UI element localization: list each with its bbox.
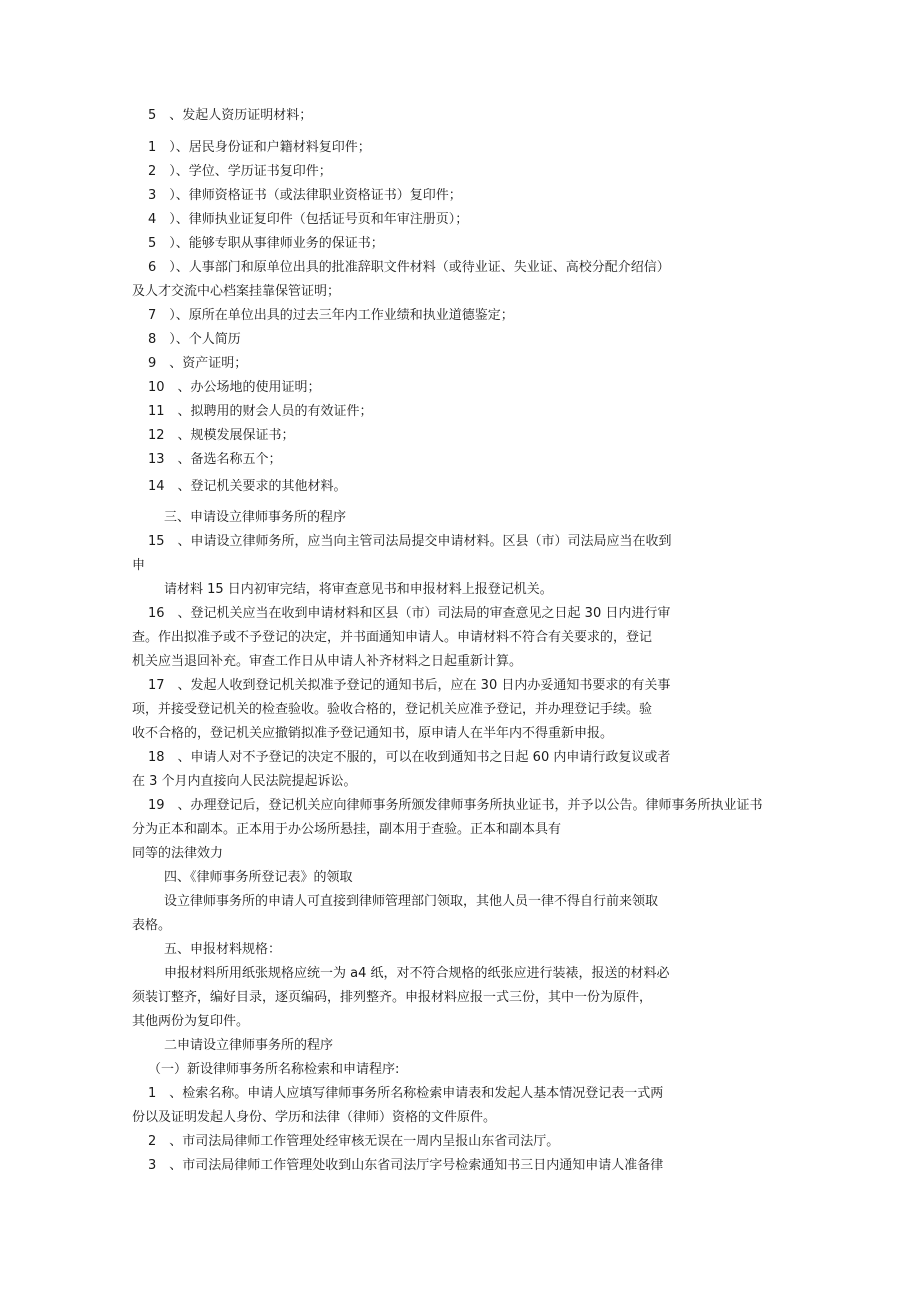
text-line: 须装订整齐，编好目录，逐页编码，排列整齐。申报材料应报一式三份，其中一份为原件，: [132, 990, 653, 1005]
text-line: 4 ）、律师执业证复印件（包括证号页和年审注册页）；: [148, 212, 469, 227]
text-line: 3 ）、律师资格证书（或法律职业资格证书）复印件；: [148, 188, 462, 203]
text-line: 12 、规模发展保证书；: [148, 428, 295, 443]
section-heading: 四、《律师事务所登记表》的领取: [164, 870, 353, 885]
text-line: 项，并接受登记机关的检查验收。验收合格的，登记机关应准予登记，并办理登记手续。验: [132, 702, 653, 717]
text-line: 14 、登记机关要求的其他材料。: [148, 479, 347, 494]
text-line: 5 、发起人资历证明材料；: [148, 108, 313, 123]
text-line: 申报材料所用纸张规格应统一为 a4 纸，对不符合规格的纸张应进行装裱，报送的材料必: [164, 966, 670, 981]
text-line: 8 ）、个人简历: [148, 332, 241, 347]
text-line: 11 、拟聘用的财会人员的有效证件；: [148, 404, 373, 419]
text-line: 2 ）、学位、学历证书复印件；: [148, 164, 332, 179]
text-line: 13 、备选名称五个；: [148, 452, 282, 467]
text-line: 查。作出拟准予或不予登记的决定，并书面通知申请人。申请材料不符合有关要求的，登记: [132, 630, 653, 645]
text-line: 设立律师事务所的申请人可直接到律师管理部门领取，其他人员一律不得自行前来领取: [164, 894, 659, 909]
text-line: 15 、申请设立律师务所，应当向主管司法局提交申请材料。区县（市）司法局应当在收到: [148, 534, 672, 549]
subsection-heading: （一）新设律师事务所名称检索和申请程序:: [148, 1062, 400, 1077]
text-line: 3 、市司法局律师工作管理处收到山东省司法厅字号检索通知书三日内通知申请人准备律: [148, 1158, 664, 1173]
text-line: 同等的法律效力: [132, 846, 224, 861]
text-line: 申: [132, 558, 146, 573]
text-line: 6 ）、人事部门和原单位出具的批准辞职文件材料（或待业证、失业证、高校分配介绍信）: [148, 260, 670, 275]
text-line: 收不合格的，登记机关应撤销拟准予登记通知书，原申请人在半年内不得重新申报。: [132, 726, 614, 741]
text-line: 19 、办理登记后，登记机关应向律师事务所颁发律师事务所执业证书，并予以公告。律师事务所执业证书: [148, 798, 763, 813]
text-line: 表格。: [132, 918, 172, 933]
text-line: 1 ）、居民身份证和户籍材料复印件；: [148, 140, 371, 155]
text-line: 2 、市司法局律师工作管理处经审核无误在一周内呈报山东省司法厅。: [148, 1134, 560, 1149]
text-line: 16 、登记机关应当在收到申请材料和区县（市）司法局的审查意见之日起 30 日内进行审: [148, 606, 671, 621]
text-line: 18 、申请人对不予登记的决定不服的，可以在收到通知书之日起 60 内申请行政复议或者: [148, 750, 671, 765]
text-line: 分为正本和副本。正本用于办公场所悬挂，副本用于查验。正本和副本具有: [132, 822, 562, 837]
text-line: 份以及证明发起人身份、学历和法律（律师）资格的文件原件。: [132, 1110, 497, 1125]
section-heading: 二申请设立律师事务所的程序: [164, 1038, 334, 1053]
section-heading: 三、申请设立律师事务所的程序: [164, 510, 347, 525]
text-line: 1 、检索名称。申请人应填写律师事务所名称检索申请表和发起人基本情况登记表一式两: [148, 1086, 664, 1101]
text-line: 在 3 个月内直接向人民法院提起诉讼。: [132, 774, 357, 789]
text-line: 其他两份为复印件。: [132, 1014, 250, 1029]
text-line: 7 ）、原所在单位出具的过去三年内工作业绩和执业道德鉴定；: [148, 308, 514, 323]
text-line: 9 、资产证明；: [148, 356, 248, 371]
text-line: 请材料 15 日内初审完结，将审查意见书和申报材料上报登记机关。: [164, 582, 553, 597]
text-line: 17 、发起人收到登记机关拟准予登记的通知书后，应在 30 日内办妥通知书要求的有关事: [148, 678, 671, 693]
section-heading: 五、申报材料规格：: [164, 942, 282, 957]
text-line: 5 ）、能够专职从事律师业务的保证书；: [148, 236, 384, 251]
text-line: 及人才交流中心档案挂靠保管证明；: [132, 284, 341, 299]
text-line: 机关应当退回补充。审查工作日从申请人补齐材料之日起重新计算。: [132, 654, 523, 669]
text-line: 10 、办公场地的使用证明；: [148, 380, 321, 395]
